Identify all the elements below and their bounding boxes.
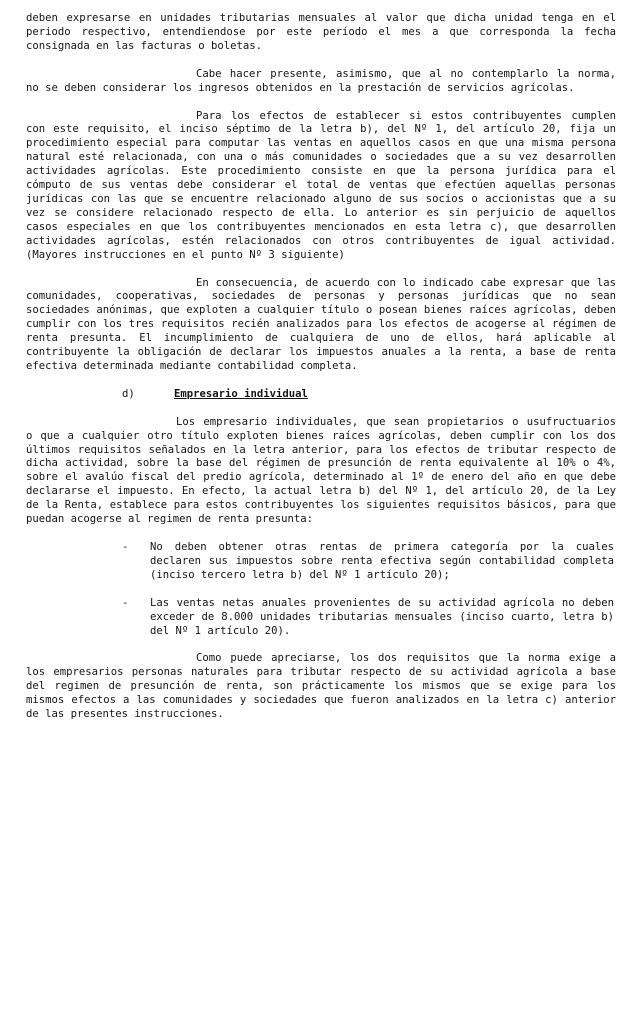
paragraph-sales-computation: Para los efectos de establecer si estos contribuyentes cumplen con este requisito, el inciso séptimo de la letra b), del Nº 1, del artículo 20, fija un procedimiento especial para computar las ventas en aquellos casos en que una misma persona natural esté relacionada, con una o más comunidades o sociedades que a su vez desarrollen actividades agrícolas. Este procedimiento consiste en que la persona jurídica para el cómputo de sus ventas debe considerar el total de ventas que efectúen aquellas personas jurídicas con las que se encuentre relacionado alguno de sus socios o accionistas que a su vez se considere relacionado respecto de ella. Lo anterior es sin perjuicio de aquellos casos especiales en que los contribuyentes mencionados en esta letra c), que desarrollen actividades agrícolas, estén relacionados con otros contribuyentes de igual actividad. (Mayores instrucciones en el punto Nº 3 siguiente) [26,109,616,261]
paragraph-units: deben expresarse en unidades tributarias mensuales al valor que dicha unidad tenga en el periodo respectivo, entendiendose por este período el mes a que corresponda la fecha consignada en las facturas o boletas. [26,12,616,52]
bullet-text: No deben obtener otras rentas de primera categoría por la cuales declaren sus impuestos sobre renta efectiva según contabilidad completa (inciso tercero letra b) del Nº 1 artículo 20); [150,541,614,581]
paragraph-individual-entrepreneur: Los empresario individuales, que sean propietarios o usufructuarios o que a cualquier otro título exploten bienes raíces agrícolas, deben cumplir con los dos últimos requisitos señalados en la letra anterior, para los efectos de tributar respecto de dicha actividad, sobre la base del régimen de presunción de renta equivalente al 10% o 4%, sobre el avalúo fiscal del predio agrícola, determinado al 1º de enero del año en que debe declararse el impuesto. En efecto, la actual letra b) del Nº 1, del artículo 20, de la Ley de la Renta, establece para estos contribuyentes los siguientes requisitos básicos, para que puedan acogerse al regimen de renta presunta: [26,415,616,526]
bullet-dash: - [122,541,129,553]
section-heading [26,388,616,402]
paragraph-agricultural-services: Cabe hacer presente, asimismo, que al no contemplarlo la norma, no se deben considerar los ingresos obtenidos en la prestación de servicios agrícolas. [26,67,616,94]
list-item [122,541,614,583]
bullet-text: Las ventas netas anuales provenientes de su actividad agrícola no deben exceder de 8.000 unidades tributarias mensuales (inciso cuarto, letra b) del Nº 1 artículo 20). [150,596,614,637]
paragraph-conclusion: Como puede apreciarse, los dos requisitos que la norma exige a los empresarios personas naturales para tributar respecto de su actividad agrícola a base del regimen de presunción de renta, son prácticamente los mismos que se exige para los mismos efectos a las comunidades y sociedades que fueron analizados en la letra c) anterior de las presentes instrucciones. [26,652,616,721]
list-item [122,597,614,639]
section-title: Empresario individual [174,387,308,400]
section-number: d) [122,387,135,400]
bullet-dash: - [122,596,129,609]
paragraph-consequence: En consecuencia, de acuerdo con lo indicado cabe expresar que las comunidades, cooperativas, sociedades de personas y personas jurídicas que no sean sociedades anónimas, que exploten a cualquier título o posean bienes raíces agrícolas, deben cumplir con los tres requisitos recién analizados para los efectos de acogerse al régimen de renta presunta. El incumplimiento de cualquiera de uno de ellos, hará aplicable al contribuyente la obligación de declarar los impuestos anuales a la renta, a base de renta efectiva determinada mediante contabilidad completa. [26,276,616,372]
